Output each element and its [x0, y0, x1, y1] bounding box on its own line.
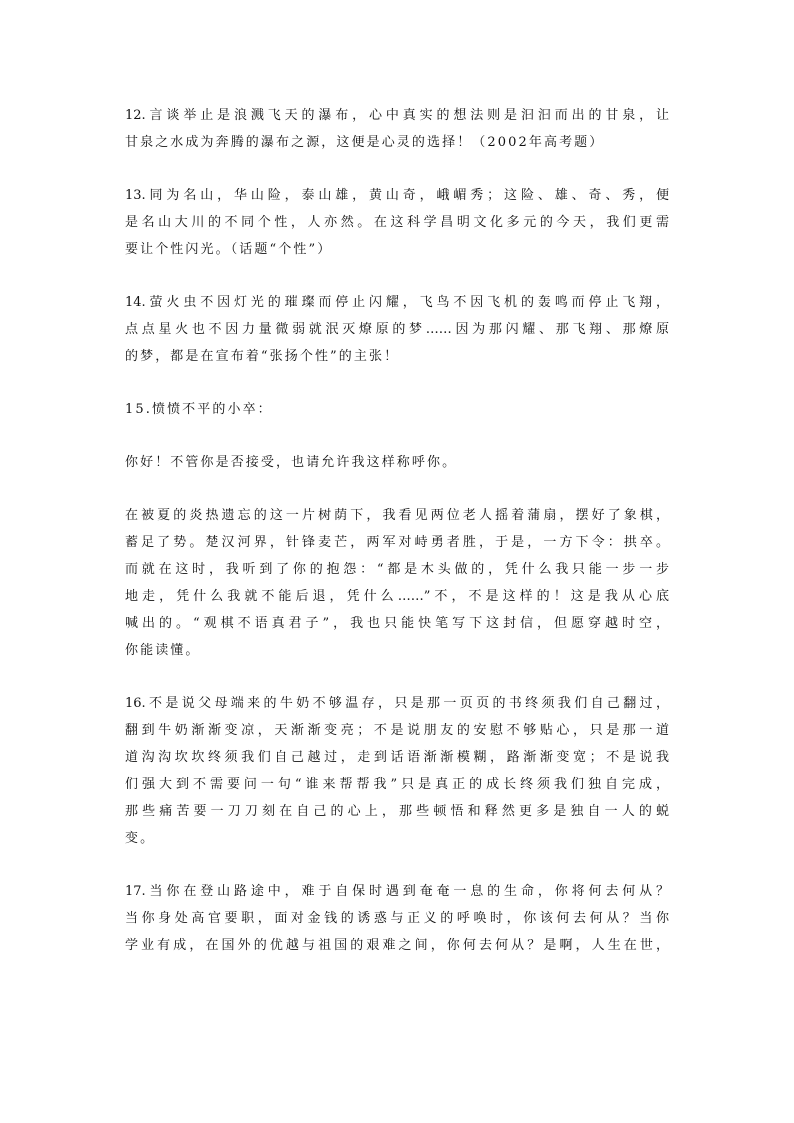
text-line: 翻到牛奶渐渐变凉，天渐渐变亮；不是说朋友的安慰不够贴心，只是那一道	[125, 723, 669, 738]
paragraph-gap	[125, 423, 669, 449]
document-body	[125, 102, 669, 959]
text-line: 14.萤火虫不因灯光的璀璨而停止闪耀，飞鸟不因飞机的轰鸣而停止飞翔，	[125, 295, 669, 310]
paragraph-gap	[125, 852, 669, 878]
paragraph	[125, 690, 669, 852]
text-line: 13.同为名山，华山险，泰山雄，黄山奇，峨嵋秀；这险、雄、奇、秀，便	[125, 188, 669, 203]
text-line: 当你身处高官要职，面对金钱的诱惑与正义的呼唤时，你该何去何从？当你	[125, 911, 669, 926]
text-line: 17.当你在登山路途中，难于自保时遇到奄奄一息的生命，你将何去何从？	[125, 884, 669, 899]
text-line: 地走，凭什么我就不能后退，凭什么……”不，不是这样的！这是我从心底	[125, 589, 669, 604]
paragraph-gap	[125, 156, 669, 182]
paragraph	[125, 182, 669, 263]
paragraph	[125, 449, 669, 476]
text-line: 蓄足了势。楚汉河界，针锋麦芒，两军对峙勇者胜，于是，一方下令：拱卒。	[125, 535, 669, 550]
paragraph-gap	[125, 664, 669, 690]
text-line: 要让个性闪光。（话题“个性”）	[125, 242, 333, 257]
text-line: 道沟沟坎坎终须我们自己越过，走到话语渐渐模糊，路渐渐变宽；不是说我	[125, 750, 669, 765]
paragraph	[125, 502, 669, 664]
text-line: 点点星火也不因力量微弱就泯灭燎原的梦……因为那闪耀、那飞翔、那燎原	[125, 322, 669, 337]
text-line: 那些痛苦要一刀刀刻在自己的心上，那些顿悟和释然更多是独自一人的蜕	[125, 804, 669, 819]
text-line: 变。	[125, 831, 156, 846]
paragraph	[125, 878, 669, 959]
text-line: 15.愤愤不平的小卒：	[125, 402, 273, 417]
text-line: 你能读懂。	[125, 643, 201, 658]
paragraph-gap	[125, 370, 669, 396]
paragraph	[125, 102, 669, 156]
text-line: 甘泉之水成为奔腾的瀑布之源，这便是心灵的选择！（2002年高考题）	[125, 135, 605, 150]
paragraph	[125, 396, 669, 423]
text-line: 是名山大川的不同个性，人亦然。在这科学昌明文化多元的今天，我们更需	[125, 215, 669, 230]
text-line: 们强大到不需要问一句“谁来帮帮我”只是真正的成长终须我们独自完成，	[125, 777, 669, 792]
text-line: 你好！不管你是否接受，也请允许我这样称呼你。	[125, 455, 458, 470]
text-line: 12.言谈举止是浪溅飞天的瀑布，心中真实的想法则是汩汩而出的甘泉，让	[125, 108, 669, 123]
text-line: 的梦，都是在宣布着“张扬个性”的主张！	[125, 349, 400, 364]
text-line: 在被夏的炎热遗忘的这一片树荫下，我看见两位老人摇着蒲扇，摆好了象棋，	[125, 508, 669, 523]
text-line: 学业有成，在国外的优越与祖国的艰难之间，你何去何从？是啊，人生在世，	[125, 938, 669, 953]
text-line: 而就在这时，我听到了你的抱怨：“都是木头做的，凭什么我只能一步一步	[125, 562, 669, 577]
paragraph-gap	[125, 476, 669, 502]
paragraph-gap	[125, 263, 669, 289]
text-line: 16.不是说父母端来的牛奶不够温存，只是那一页页的书终须我们自己翻过，	[125, 696, 669, 711]
text-line: 喊出的。“观棋不语真君子”，我也只能快笔写下这封信，但愿穿越时空，	[125, 616, 669, 631]
paragraph	[125, 289, 669, 370]
